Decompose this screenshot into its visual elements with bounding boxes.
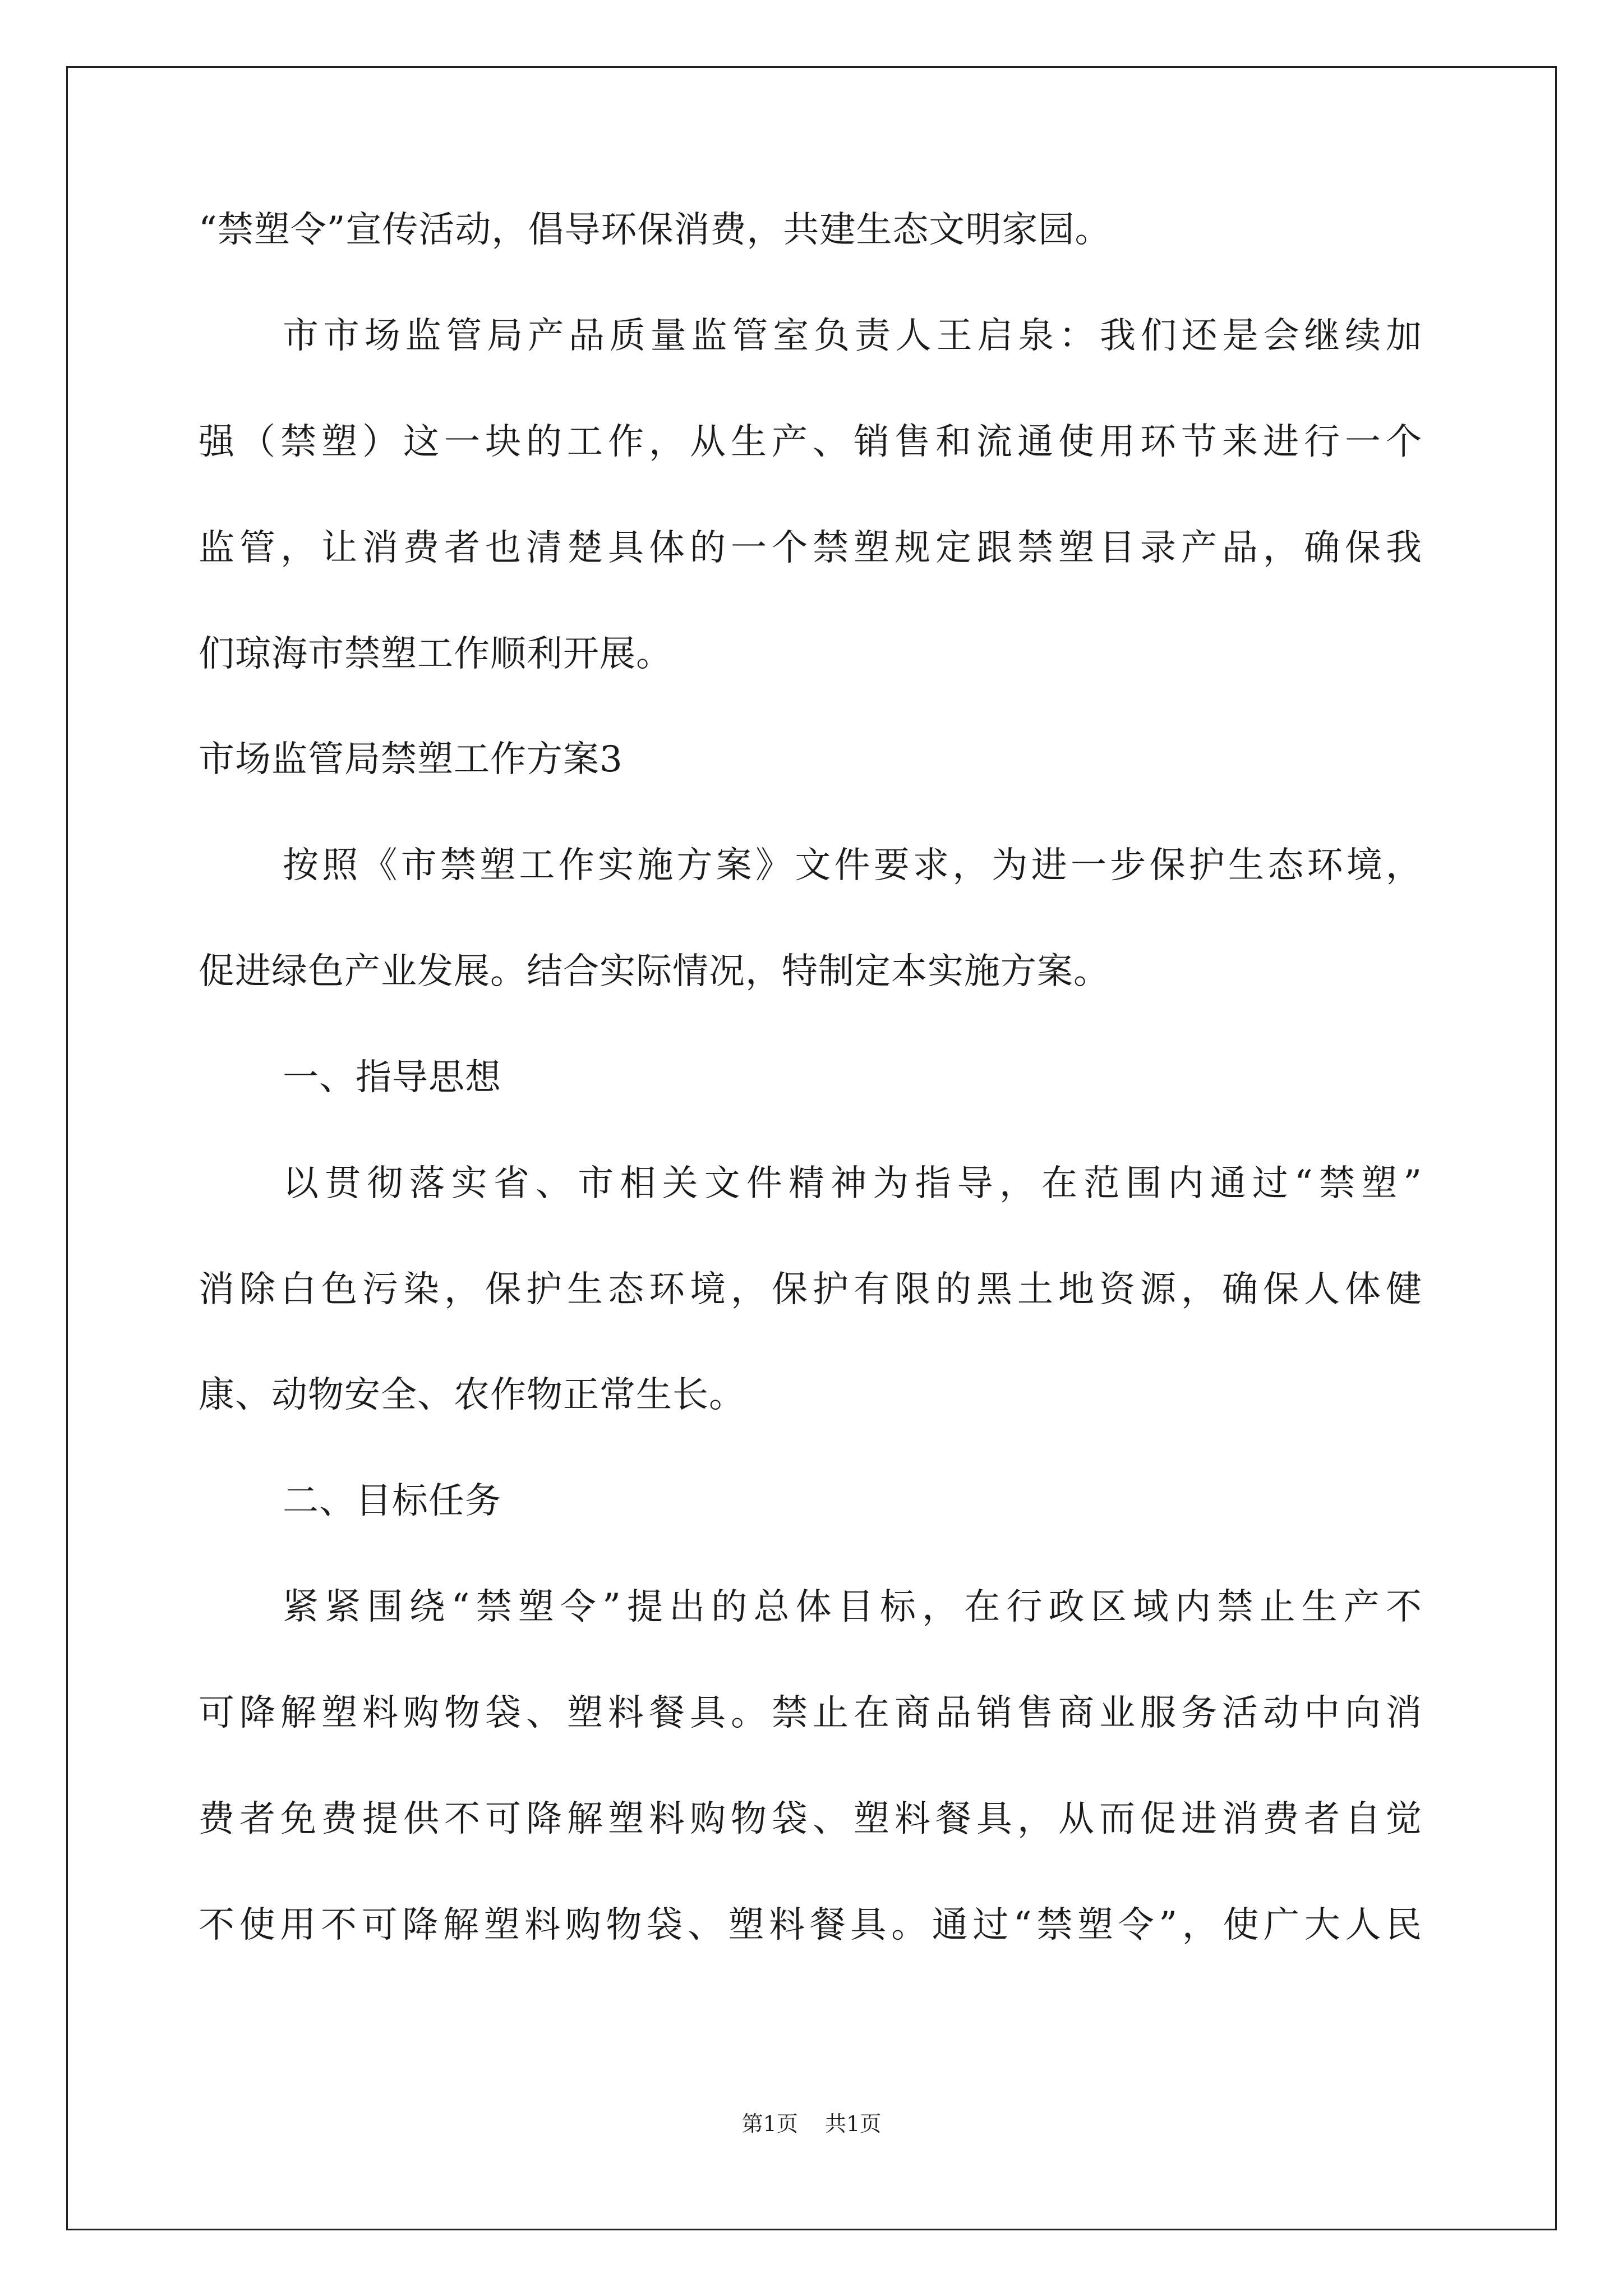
text-line: 以贯彻落实省、市相关文件精神为指导，在范围内通过“禁塑”: [283, 1163, 1422, 1204]
text-line: 费者免费提供不可降解塑料购物袋、塑料餐具，从而促进消费者自觉: [199, 1798, 1422, 1840]
text-line: 强（禁塑）这一块的工作，从生产、销售和流通使用环节来进行一个: [199, 421, 1422, 463]
text-line: 市市场监管局产品质量监管室负责人王启泉：我们还是会继续加: [283, 315, 1422, 357]
text-line: 消除白色污染，保护生态环境，保护有限的黑土地资源，确保人体健: [199, 1269, 1422, 1310]
page-footer: [0, 2110, 1623, 2137]
text-line: 们琼海市禁塑工作顺利开展。: [199, 633, 672, 675]
subsection-heading: 二、目标任务: [283, 1480, 501, 1522]
subsection-heading: 一、指导思想: [283, 1057, 501, 1098]
text-line: 监管，让消费者也清楚具体的一个禁塑规定跟禁塑目录产品，确保我: [199, 527, 1422, 569]
text-line: 可降解塑料购物袋、塑料餐具。禁止在商品销售商业服务活动中向消: [199, 1692, 1422, 1734]
page-number: 第1页: [741, 2111, 798, 2136]
section-heading: 市场监管局禁塑工作方案3: [199, 739, 623, 780]
page-total: 共1页: [825, 2111, 882, 2136]
text-line: 按照《市禁塑工作实施方案》文件要求，为进一步保护生态环境，: [283, 845, 1422, 886]
text-line: 紧紧围绕“禁塑令”提出的总体目标，在行政区域内禁止生产不: [283, 1586, 1422, 1628]
text-line: 不使用不可降解塑料购物袋、塑料餐具。通过“禁塑令”，使广大人民: [199, 1904, 1422, 1946]
text-line: “禁塑令”宣传活动，倡导环保消费，共建生态文明家园。: [199, 209, 1112, 251]
text-line: 促进绿色产业发展。结合实际情况，特制定本实施方案。: [199, 951, 1110, 992]
text-line: 康、动物安全、农作物正常生长。: [199, 1374, 745, 1416]
